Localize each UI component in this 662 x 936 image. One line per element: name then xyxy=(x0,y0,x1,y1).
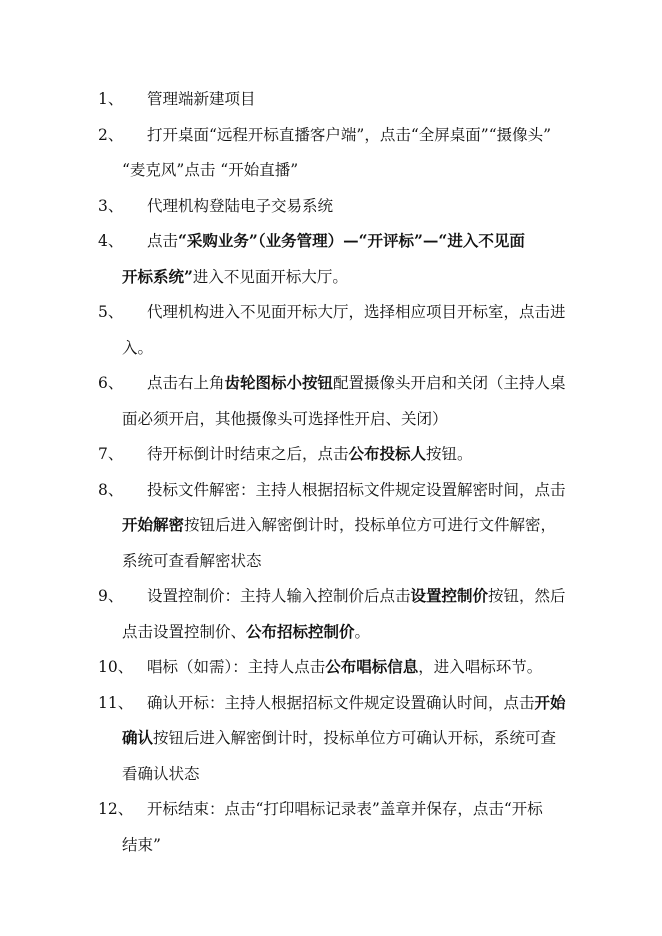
step-text: 唱标（如需）：主持人点击公布唱标信息，进入唱标环节。 xyxy=(147,657,543,676)
step-number: 8、 xyxy=(98,480,124,499)
step-text: 代理机构登陆电子交易系统 xyxy=(147,196,334,215)
step-text-continuation: 结束” xyxy=(122,835,161,854)
step-text: 点击“采购业务”（业务管理）—“开评标”—“进入不见面 xyxy=(147,231,525,250)
bold-path: 开标系统” xyxy=(122,266,193,286)
step-text: 管理端新建项目 xyxy=(147,90,256,108)
step-number: 4、 xyxy=(98,232,124,250)
step-text-continuation: “麦克风”点击 “开始直播” xyxy=(122,161,299,179)
step-item xyxy=(0,441,662,477)
step-item xyxy=(0,193,662,229)
step-text-continuation: 面必须开启，其他摄像头可选择性开启、关闭） xyxy=(122,409,448,428)
step-item xyxy=(0,122,662,193)
step-text: 点击右上角齿轮图标小按钮配置摄像头开启和关闭（主持人桌 xyxy=(147,373,566,392)
step-number: 10、 xyxy=(98,658,134,676)
bold-term: 确认 xyxy=(122,728,154,747)
step-list xyxy=(0,86,662,867)
step-text-continuation: 系统可查看解密状态 xyxy=(122,551,262,570)
step-text: 设置控制价：主持人输入控制价后点击设置控制价按钮，然后 xyxy=(147,586,566,605)
step-number: 1、 xyxy=(98,90,124,108)
step-number: 9、 xyxy=(98,587,124,605)
bold-term: 公布唱标信息 xyxy=(325,657,419,676)
step-text: 确认开标：主持人根据招标文件规定设置确认时间，点击开始 xyxy=(147,692,566,712)
bold-term: 设置控制价 xyxy=(410,586,489,605)
step-item xyxy=(0,690,662,797)
step-text-continuation: 开始解密按钮后进入解密倒计时，投标单位方可进行文件解密， xyxy=(122,515,557,534)
step-item xyxy=(0,228,662,299)
step-text: 代理机构进入不见面开标大厅，选择相应项目开标室，点击进 xyxy=(147,303,566,321)
step-item xyxy=(0,86,662,122)
step-item xyxy=(0,654,662,690)
step-text-continuation: 看确认状态 xyxy=(122,764,200,783)
bold-term: 开始 xyxy=(534,692,566,712)
step-number: 2、 xyxy=(98,125,124,144)
bold-path: “采购业务”（业务管理）—“开评标”—“进入不见面 xyxy=(178,231,525,250)
bold-term: 齿轮图标小按钮 xyxy=(224,373,334,392)
step-text: 开标结束：点击“打印唱标记录表”盖章并保存，点击“开标 xyxy=(147,800,543,818)
step-item xyxy=(0,477,662,584)
bold-term: 开始解密 xyxy=(122,515,185,534)
step-number: 3、 xyxy=(98,196,124,215)
step-item xyxy=(0,796,662,867)
step-text-continuation: 点击设置控制价、公布招标控制价。 xyxy=(122,621,371,641)
step-number: 12、 xyxy=(98,800,134,818)
step-text: 投标文件解密：主持人根据招标文件规定设置解密时间，点击 xyxy=(147,480,566,499)
step-number: 6、 xyxy=(98,374,124,392)
step-item xyxy=(0,370,662,441)
step-text: 待开标倒计时结束之后，点击公布投标人按钮。 xyxy=(147,444,473,463)
step-text: 打开桌面“远程开标直播客户端”，点击“全屏桌面”“摄像头” xyxy=(147,125,552,144)
step-item xyxy=(0,299,662,370)
step-text-continuation: 入。 xyxy=(122,338,154,357)
step-text-continuation: 开标系统”进入不见面开标大厅。 xyxy=(122,266,348,286)
step-number: 7、 xyxy=(98,445,124,463)
bold-term: 公布招标控制价 xyxy=(246,621,355,641)
step-number: 5、 xyxy=(98,303,124,321)
step-item xyxy=(0,583,662,654)
bold-term: 公布投标人 xyxy=(348,444,427,463)
step-number: 11、 xyxy=(98,693,134,712)
step-text-continuation: 确认按钮后进入解密倒计时，投标单位方可确认开标，系统可查 xyxy=(122,728,557,747)
